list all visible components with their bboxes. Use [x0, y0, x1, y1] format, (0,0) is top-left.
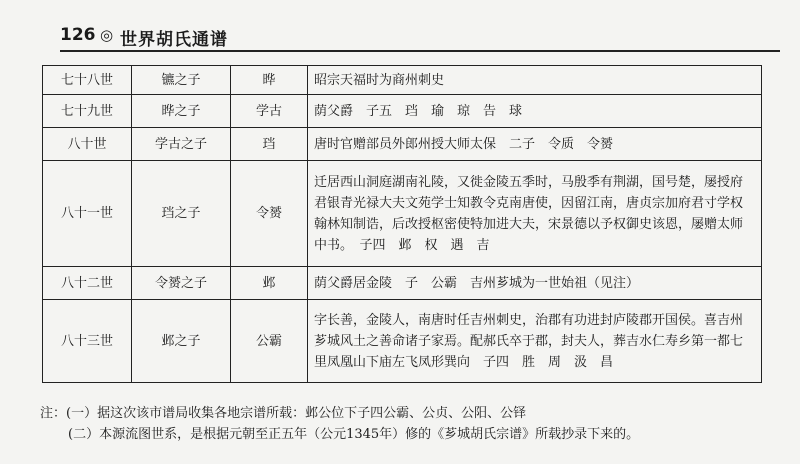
header-rule: [60, 50, 780, 52]
name-cell: 公霸: [231, 300, 308, 383]
generation-cell: 七十九世: [43, 95, 132, 128]
relation-cell: 珰之子: [132, 161, 231, 267]
circle-mark-icon: ◎: [100, 26, 114, 44]
generation-cell: 八十一世: [43, 161, 132, 267]
description-cell: 迁居西山洞庭湖南礼陵，又徙金陵五季时，马殷季有荆湖，国号楚，屡授府君银青光禄大夫文苑学士知教令克南唐使，因留江南，唐贞宗加府君寸学权翰林知制诰，后改授枢密使特加进大夫，宋景德以予权御史该恩，屡赠太师中书。 子四 邺 权 遇 吉: [308, 161, 762, 267]
footnote-1: 注：(一）据这次该市谱局收集各地宗谱所载：邺公位下子四公霸、公贞、公阳、公铎: [40, 406, 527, 421]
name-cell: 晔: [231, 66, 308, 95]
name-cell: 学古: [231, 95, 308, 128]
genealogy-table: [42, 65, 762, 383]
table-row: [43, 300, 762, 383]
page-number: 126: [60, 25, 96, 45]
relation-cell: 镳之子: [132, 66, 231, 95]
page-header: [60, 25, 780, 49]
description-cell: 荫父爵居金陵 子 公霸 吉州芗城为一世始祖（见注）: [308, 267, 762, 300]
table-row: [43, 95, 762, 128]
description-cell: 字长善，金陵人，南唐时任吉州刺史，治郡有功进封庐陵郡开国侯。喜吉州芗城风土之善命诸子家焉。配郝氏卒于郡，封夫人，葬吉水仁寿乡第一都七里凤凰山下庙左飞凤形巽向 子四 胜 周 汲 昌: [308, 300, 762, 383]
description-cell: 唐时官赠部员外郎州授大师太保 二子 令质 令赟: [308, 128, 762, 161]
relation-cell: 晔之子: [132, 95, 231, 128]
name-cell: 邺: [231, 267, 308, 300]
table-row: [43, 267, 762, 300]
relation-cell: 令赟之子: [132, 267, 231, 300]
name-cell: 令赟: [231, 161, 308, 267]
generation-cell: 八十二世: [43, 267, 132, 300]
relation-cell: 学古之子: [132, 128, 231, 161]
relation-cell: 邺之子: [132, 300, 231, 383]
generation-cell: 七十八世: [43, 66, 132, 95]
footnote-2: (二）本源流图世系，是根据元朝至正五年（公元1345年）修的《芗城胡氏宗谱》所载抄录下来的。: [68, 427, 640, 442]
table-row: [43, 161, 762, 267]
footnotes: [40, 403, 780, 445]
table-row: [43, 128, 762, 161]
table-row: [43, 66, 762, 95]
generation-cell: 八十三世: [43, 300, 132, 383]
generation-cell: 八十世: [43, 128, 132, 161]
description-cell: 荫父爵 子五 珰 瑜 琼 告 球: [308, 95, 762, 128]
name-cell: 珰: [231, 128, 308, 161]
book-title: 世界胡氏通谱: [120, 30, 228, 50]
description-cell: 昭宗天福时为商州刺史: [308, 66, 762, 95]
